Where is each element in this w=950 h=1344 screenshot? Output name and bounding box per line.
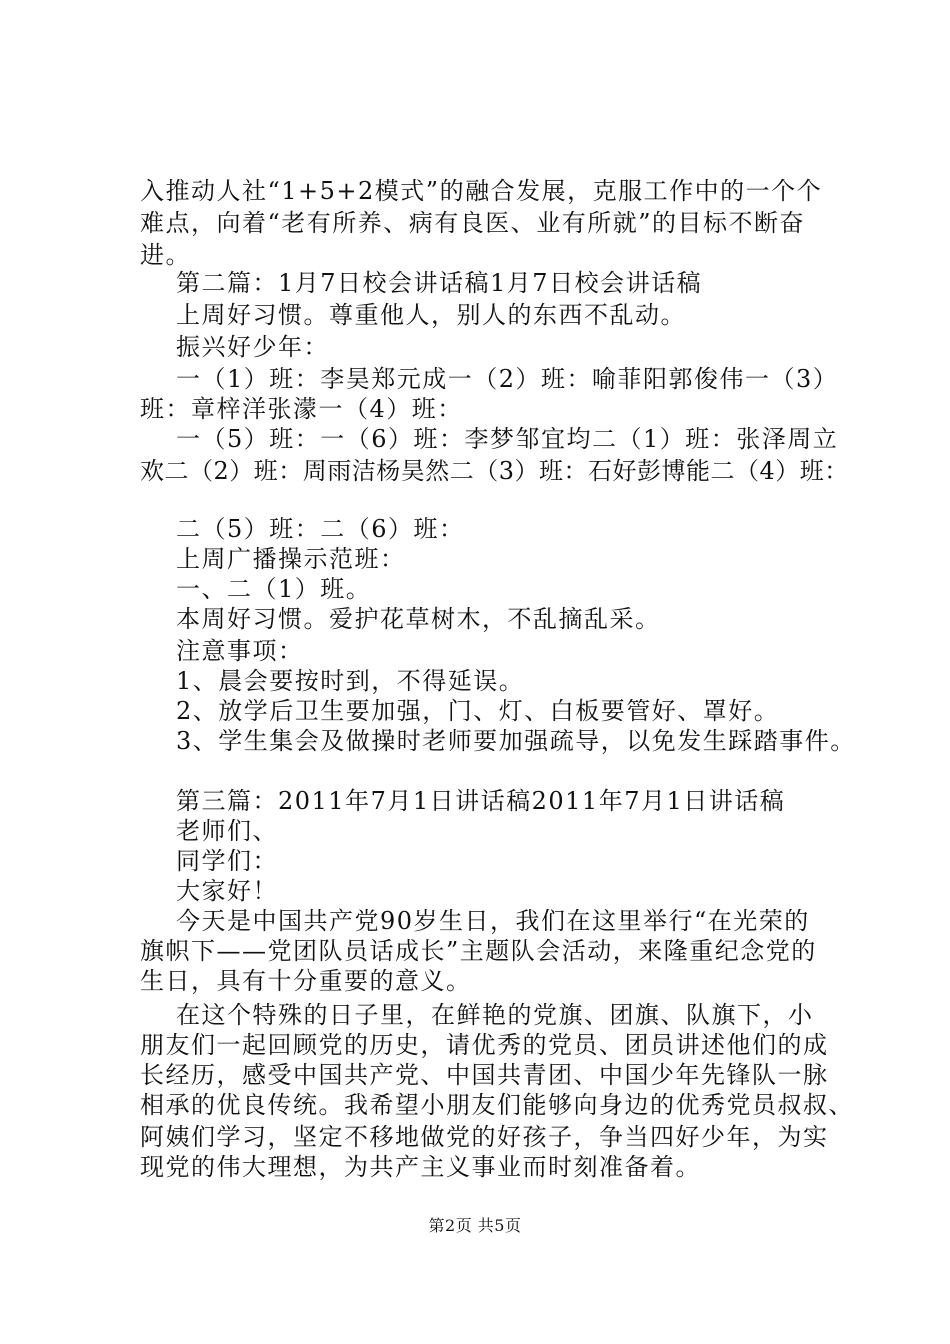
text-line: 相承的优良传统。我希望小朋友们能够向身边的优秀党员叔叔、 xyxy=(140,1091,854,1119)
section-heading: 第二篇：1月7日校会讲话稿1月7日校会讲话稿 xyxy=(176,269,703,297)
text-line: 现党的伟大理想，为共产主义事业而时刻准备着。 xyxy=(140,1153,701,1181)
text-line: 入推动人社“1+5+2模式”的融合发展，克服工作中的一个个 xyxy=(140,177,823,205)
text-line: 今天是中国共产党90岁生日，我们在这里举行“在光荣的 xyxy=(176,907,810,935)
text-line: 一（5）班：一（6）班：李梦邹宜均二（1）班：张泽周立 xyxy=(176,425,839,453)
text-line: 在这个特殊的日子里，在鲜艳的党旗、团旗、队旗下，小 xyxy=(176,1001,814,1029)
text-line: 3、学生集会及做操时老师要加强疏导，以免发生踩踏事件。 xyxy=(176,727,856,755)
text-line: 生日，具有十分重要的意义。 xyxy=(140,967,472,995)
text-line: 长经历，感受中国共产党、中国共青团、中国少年先锋队一脉 xyxy=(140,1061,829,1089)
text-line: 老师们、 xyxy=(176,817,278,845)
text-line: 上周好习惯。尊重他人，别人的东西不乱动。 xyxy=(176,301,686,329)
text-line: 欢二（2）班：周雨洁杨昊然二（3）班：石好彭博能二（4）班： xyxy=(140,457,849,485)
text-line: 大家好！ xyxy=(176,877,278,905)
text-line: 进。 xyxy=(140,241,191,269)
text-line: 本周好习惯。爱护花草树木，不乱摘乱采。 xyxy=(176,605,661,633)
text-line: 二（5）班：二（6）班： xyxy=(176,515,465,543)
text-line: 朋友们一起回顾党的历史，请优秀的党员、团员讲述他们的成 xyxy=(140,1031,829,1059)
text-line: 一（1）班：李昊郑元成一（2）班：喻菲阳郭俊伟一（3） xyxy=(176,365,839,393)
page-number-footer: 第2页 共5页 xyxy=(428,1216,522,1235)
text-line: 振兴好少年： xyxy=(176,333,329,361)
text-line: 班：章梓洋张濛一（4）班： xyxy=(140,395,463,423)
section-heading: 第三篇：2011年7月1日讲话稿2011年7月1日讲话稿 xyxy=(176,787,786,815)
text-line: 1、晨会要按时到，不得延误。 xyxy=(176,667,525,695)
text-line: 阿姨们学习，坚定不移地做党的好孩子，争当四好少年，为实 xyxy=(140,1123,829,1151)
text-line: 难点，向着“老有所养、病有良医、业有所就”的目标不断奋 xyxy=(140,209,806,237)
text-line: 同学们： xyxy=(176,847,278,875)
text-line: 上周广播操示范班： xyxy=(176,545,406,573)
text-line: 旗帜下——党团队员话成长”主题队会活动，来隆重纪念党的 xyxy=(140,937,817,965)
text-line: 2、放学后卫生要加强，门、灯、白板要管好、罩好。 xyxy=(176,697,780,725)
text-line: 注意事项： xyxy=(176,637,304,665)
text-line: 一、二（1）班。 xyxy=(176,575,372,603)
